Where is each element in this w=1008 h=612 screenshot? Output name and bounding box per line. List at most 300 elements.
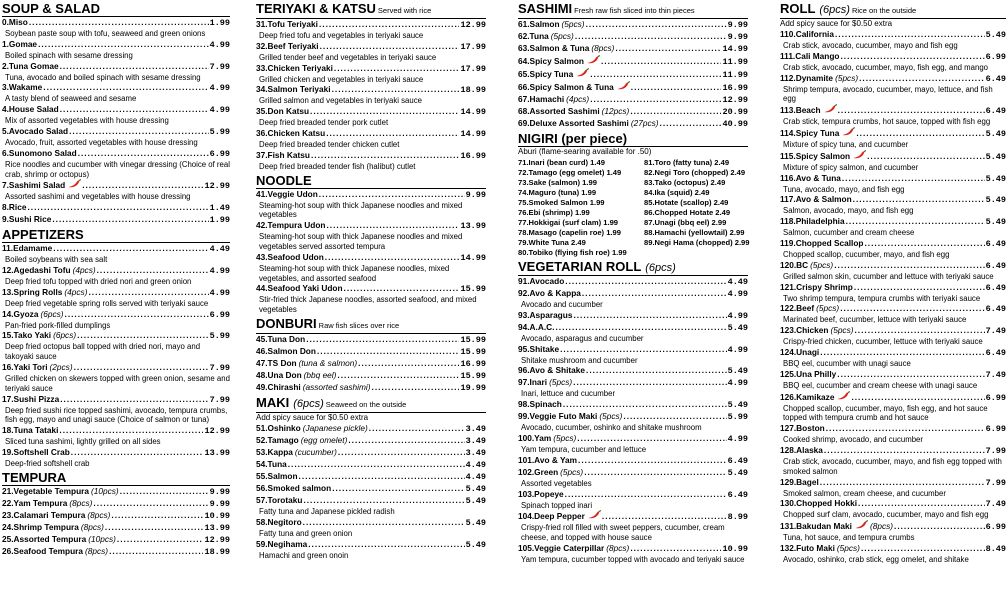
menu-item-row xyxy=(256,447,486,459)
item-number: 51. xyxy=(256,422,268,433)
menu-item-row xyxy=(2,265,230,277)
item-number: 69. xyxy=(518,118,530,128)
menu-item xyxy=(780,303,1006,325)
menu-item-row xyxy=(2,104,230,116)
item-description: Crispy-fried chicken, cucumber, lettuce with teriyaki sauce xyxy=(783,337,983,347)
section-title xyxy=(2,2,230,17)
menu-item xyxy=(518,455,748,467)
menu-item-row xyxy=(780,498,1006,510)
section-title-note: (6pcs) xyxy=(293,397,324,410)
item-price: 4.99 xyxy=(727,378,748,389)
menu-item xyxy=(256,346,486,358)
menu-item-row xyxy=(780,150,1006,163)
section-subtitle: Fresh raw fish sliced into thin pieces xyxy=(574,6,695,15)
menu-item-row xyxy=(780,477,1006,489)
item-portion: (5pcs) xyxy=(599,411,623,422)
dot-leader xyxy=(573,310,726,321)
menu-item xyxy=(518,94,748,106)
item-description: Smoked salmon, cream cheese, and cucumber xyxy=(783,488,946,498)
item-number: 18. xyxy=(2,425,14,436)
item-price: 4.99 xyxy=(209,39,230,50)
section-title-text: SOUP & SALAD xyxy=(2,1,100,16)
dot-leader xyxy=(97,265,209,276)
menu-item-row xyxy=(256,495,486,507)
menu-item-row xyxy=(256,252,486,264)
item-price: 15.99 xyxy=(460,334,486,345)
dot-leader xyxy=(317,346,460,357)
dot-leader xyxy=(105,522,204,533)
menu-item-row xyxy=(2,61,230,73)
item-number: 129. xyxy=(780,476,797,487)
menu-item-row xyxy=(780,51,1006,63)
item-description: Grilled salmon skin, cucumber and lettuce with teriyaki sauce xyxy=(783,271,994,281)
item-number: 116. xyxy=(780,172,796,183)
nigiri-item: 81.Toro (fatty tuna) 2.49 xyxy=(644,158,730,167)
item-price: 12.99 xyxy=(204,181,230,192)
item-portion: (10pcs) xyxy=(91,485,119,496)
item-description: Tuna, avocado, mayo, and fish egg xyxy=(783,184,905,194)
item-name: Inari xyxy=(529,377,548,388)
menu-item-row xyxy=(780,347,1006,359)
item-name: Tuna xyxy=(267,458,287,469)
item-portion: (5pcs) xyxy=(836,542,860,553)
item-description: Deep fried sushi rice topped sashimi, avocado, tempura crumbs, fish egg, mayo and unagi sauce (Choice of salmon or tuna) xyxy=(5,405,228,425)
item-number: 2. xyxy=(2,60,9,71)
item-portion: (5pcs) xyxy=(561,19,585,29)
item-description: Shitake mushroom and cucumber xyxy=(521,355,638,365)
menu-item xyxy=(518,543,748,565)
section-title-text: NIGIRI (per piece) xyxy=(518,131,628,146)
section-title xyxy=(780,2,1006,19)
item-number: 122. xyxy=(780,303,797,314)
nigiri-item: 77.Hokkigai (surf clam) 1.99 xyxy=(518,218,619,227)
menu-item-row xyxy=(256,220,486,232)
menu-item-row xyxy=(2,330,230,342)
section-sashimi xyxy=(518,2,748,130)
menu-item xyxy=(256,128,486,150)
item-number: 43. xyxy=(256,251,268,262)
item-name: Edamame xyxy=(13,243,53,254)
item-name: BC xyxy=(796,259,809,270)
item-price: 6.49 xyxy=(985,238,1006,249)
item-price: 6.99 xyxy=(985,51,1006,62)
item-price: 9.99 xyxy=(209,486,230,497)
menu-item xyxy=(780,260,1006,282)
item-name: Una Don xyxy=(267,369,302,380)
dot-leader xyxy=(894,521,985,532)
dot-leader xyxy=(853,194,985,205)
dot-leader xyxy=(867,151,984,162)
section-subtitle: Rice on the outside xyxy=(851,6,917,15)
item-description: Mixture of spicy tuna, and cucumber xyxy=(783,139,909,149)
dot-leader xyxy=(326,128,459,139)
item-name: Assorted Sashimi xyxy=(529,106,600,116)
dot-leader xyxy=(565,489,727,500)
item-number: 49. xyxy=(256,381,268,392)
item-number: 23. xyxy=(2,509,14,520)
item-number: 101. xyxy=(518,454,535,465)
menu-item xyxy=(2,243,230,265)
menu-item-row xyxy=(780,260,1006,272)
dot-leader xyxy=(53,243,208,254)
item-portion: (4pcs) xyxy=(566,94,590,104)
menu-item xyxy=(780,520,1006,543)
item-name: Negihama xyxy=(267,538,308,549)
chili-pepper-icon xyxy=(588,510,601,519)
item-price: 16.99 xyxy=(460,150,486,161)
menu-item xyxy=(2,148,230,180)
dot-leader xyxy=(577,433,726,444)
item-name: Unagi xyxy=(796,346,820,357)
item-number: 5. xyxy=(2,125,9,136)
item-number: 25. xyxy=(2,533,14,544)
item-price: 10.99 xyxy=(722,543,748,554)
item-name: Shitake xyxy=(529,343,560,354)
item-number: 128. xyxy=(780,444,797,455)
item-description: Assorted vegetables xyxy=(521,478,592,488)
nigiri-item: 75.Smoked Salmon 1.99 xyxy=(518,198,605,207)
item-name: Bakudan Maki xyxy=(796,521,852,532)
item-name: Beef Teriyaki xyxy=(267,40,319,51)
section-maki xyxy=(256,396,486,560)
dot-leader xyxy=(332,483,464,494)
dot-leader xyxy=(858,498,985,509)
item-price: 9.99 xyxy=(465,189,486,200)
item-description: Steaming-hot soup with thick Japanese noodles and mixed vegetables xyxy=(259,200,463,220)
menu-item xyxy=(256,41,486,63)
section-title-text: NOODLE xyxy=(256,172,312,188)
item-description: Hamachi and green onoin xyxy=(259,550,349,560)
nigiri-item: 80.Tobiko (flying fish roe) 1.99 xyxy=(518,248,627,257)
menu-item xyxy=(780,325,1006,347)
dot-leader xyxy=(117,534,204,545)
item-name: Chicken xyxy=(796,325,829,336)
item-name: Bagel xyxy=(796,476,819,487)
nigiri-item: 73.Sake (salmon) 1.99 xyxy=(518,178,597,187)
item-number: 12. xyxy=(2,264,14,275)
menu-item-row xyxy=(518,433,748,445)
menu-item-row xyxy=(256,382,486,394)
menu-item xyxy=(518,489,748,511)
item-number: 21. xyxy=(2,485,14,496)
item-number: 127. xyxy=(780,423,797,434)
dot-leader xyxy=(584,467,726,478)
item-number: 94. xyxy=(518,321,530,332)
menu-item-row xyxy=(780,423,1006,435)
menu-item-row xyxy=(518,489,748,501)
item-description: Grilled chicken and vegetables in teriyaki sauce xyxy=(259,74,424,84)
item-number: 120. xyxy=(780,259,797,270)
menu-item xyxy=(256,459,486,471)
dot-leader xyxy=(586,365,727,376)
item-number: 37. xyxy=(256,149,268,160)
chili-pepper-icon xyxy=(68,179,81,188)
dot-leader xyxy=(824,445,985,456)
item-description: Crispy-fried roll filled with sweet peppers, cucumber, cream cheese, and topped with house sauce xyxy=(521,523,725,543)
item-portion: (5pcs) xyxy=(549,377,573,388)
item-price: 20.99 xyxy=(722,107,748,117)
item-number: 13. xyxy=(2,286,14,297)
menu-item xyxy=(518,310,748,322)
menu-item xyxy=(518,31,748,43)
section-subtitle: Served with rice xyxy=(377,6,432,15)
item-name: Sushi Rice xyxy=(8,214,52,225)
chili-pepper-icon xyxy=(853,150,866,159)
item-description: Fatty tuna and Japanese pickled radish xyxy=(259,506,395,516)
item-price: 7.99 xyxy=(985,477,1006,488)
item-description: Deep fried tofu and vegetables in teriyaki sauce xyxy=(259,31,424,40)
item-description: Soybean paste soup with tofu, seaweed and green onions xyxy=(5,29,206,38)
item-name: Spicy Salmon xyxy=(795,150,851,161)
item-number: 96. xyxy=(518,365,530,376)
menu-item xyxy=(2,362,230,394)
dot-leader xyxy=(303,517,465,528)
section-donburi xyxy=(256,317,486,394)
item-description: Deep fried tofu topped with dried nori and green onion xyxy=(5,276,192,286)
nigiri-item: 88.Hamachi (yellowtail) 2.99 xyxy=(644,228,745,237)
item-portion: (8pcs) xyxy=(606,542,630,553)
item-number: 93. xyxy=(518,309,530,320)
item-number: 32. xyxy=(256,40,268,51)
section-title-note: (6pcs) xyxy=(645,262,676,274)
item-description: Deep fried breaded tender fish (halibut) cutlet xyxy=(259,161,416,171)
menu-item-row xyxy=(2,82,230,94)
item-name: Assorted Tempura xyxy=(13,533,87,544)
item-name: Salmon Don xyxy=(267,345,316,356)
item-number: 100. xyxy=(518,432,535,443)
section-nigiri xyxy=(518,132,748,258)
menu-item xyxy=(2,309,230,331)
item-number: 31. xyxy=(256,19,268,29)
menu-item-row xyxy=(780,282,1006,294)
menu-item-row xyxy=(518,94,748,106)
item-price: 6.99 xyxy=(209,148,230,159)
dot-leader xyxy=(630,106,721,117)
item-description: Mixture of spicy salmon, and cucumber xyxy=(783,162,919,172)
menu-item xyxy=(780,238,1006,260)
item-number: 117. xyxy=(780,194,796,205)
item-number: 53. xyxy=(256,446,268,457)
item-number: 123. xyxy=(780,325,797,336)
menu-item xyxy=(2,179,230,202)
dot-leader xyxy=(602,511,727,522)
menu-item xyxy=(780,498,1006,520)
item-price: 6.49 xyxy=(727,455,748,466)
item-name: Kamikaze xyxy=(796,391,835,402)
dot-leader xyxy=(630,543,721,554)
item-price: 4.99 xyxy=(727,289,748,299)
menu-item-row xyxy=(2,179,230,192)
menu-item xyxy=(518,288,748,310)
column-2 xyxy=(256,0,486,560)
menu-item xyxy=(2,498,230,510)
chili-pepper-icon xyxy=(855,520,868,529)
menu-item xyxy=(256,63,486,85)
item-description: Chopped scallop, cucumber, mayo, fish egg, and hot sauce topped with tempura crumb and hot sauce xyxy=(783,403,988,423)
item-number: 41. xyxy=(256,188,268,199)
item-price: 9.99 xyxy=(727,20,748,30)
item-description: Mix of assorted vegetables with house dressing xyxy=(5,116,169,126)
dot-leader xyxy=(575,31,727,42)
menu-item xyxy=(780,127,1006,150)
dot-leader xyxy=(578,455,727,466)
section-roll xyxy=(780,2,1006,565)
menu-item-row xyxy=(518,467,748,479)
chili-pepper-icon xyxy=(587,55,600,64)
menu-item xyxy=(780,73,1006,105)
item-name: Tamago xyxy=(267,434,299,445)
item-description: Shrimp tempura, avocado, cucumber, mayo, lettuce, and fish egg xyxy=(783,84,993,104)
item-description: Avocado, cucumber, oshinko and shitake mushroom xyxy=(521,423,702,433)
item-price: 13.99 xyxy=(204,522,230,533)
menu-item-row xyxy=(518,310,748,322)
item-name: Beef xyxy=(796,303,815,314)
dot-leader xyxy=(586,19,727,30)
item-price: 8.99 xyxy=(727,512,748,523)
item-price: 13.99 xyxy=(460,221,486,232)
menu-item-row xyxy=(2,534,230,546)
dot-leader xyxy=(573,377,726,388)
item-number: 95. xyxy=(518,343,530,354)
item-description: Spinach topped inari xyxy=(521,500,593,510)
menu-item-row xyxy=(518,106,748,118)
item-price: 7.99 xyxy=(209,61,230,72)
dot-leader xyxy=(842,173,985,184)
menu-item xyxy=(780,543,1006,565)
item-name: Seafood Yaki Udon xyxy=(267,283,343,294)
menu-item-row xyxy=(256,370,486,382)
item-price: 6.49 xyxy=(985,282,1006,293)
item-price: 4.99 xyxy=(727,433,748,444)
item-number: 61. xyxy=(518,19,530,29)
dot-leader xyxy=(303,495,464,506)
menu-item xyxy=(256,495,486,517)
menu-item xyxy=(780,29,1006,51)
item-number: 67. xyxy=(518,94,530,104)
menu-item-row xyxy=(2,522,230,534)
menu-item xyxy=(2,425,230,447)
menu-item xyxy=(780,445,1006,477)
item-number: 26. xyxy=(2,545,14,556)
menu-item-row xyxy=(518,31,748,43)
item-price: 15.99 xyxy=(460,284,486,295)
item-name: Negitoro xyxy=(267,516,302,527)
menu-item xyxy=(256,150,486,172)
item-number: 104. xyxy=(518,511,535,522)
dot-leader xyxy=(601,56,722,67)
item-price: 6.99 xyxy=(985,424,1006,435)
item-price: 5.49 xyxy=(985,173,1006,184)
item-price: 4.49 xyxy=(727,277,748,287)
item-description: Grilled chicken on skewers topped with green onion, sesame and teriyaki sauce xyxy=(5,373,230,393)
section-note: Add spicy sauce for $0.50 extra xyxy=(780,19,893,28)
item-description: Deep fried breaded tender pork cutlet xyxy=(259,118,389,128)
dot-leader xyxy=(565,276,726,287)
item-portion: (8pcs) xyxy=(869,521,894,532)
section-title-text: TEMPURA xyxy=(2,469,67,485)
item-price: 7.99 xyxy=(209,394,230,405)
menu-item xyxy=(256,283,486,315)
item-number: 58. xyxy=(256,516,268,527)
menu-item-row xyxy=(256,483,486,495)
menu-item-row xyxy=(256,19,486,31)
dot-leader xyxy=(841,51,985,62)
menu-item-row xyxy=(518,68,748,81)
menu-item-row xyxy=(2,486,230,498)
menu-item-row xyxy=(2,202,230,214)
item-price: 4.99 xyxy=(209,287,230,298)
item-price: 4.99 xyxy=(209,265,230,276)
menu-item xyxy=(2,287,230,309)
menu-item-row xyxy=(256,150,486,162)
item-portion: (6pcs) xyxy=(53,330,77,341)
item-description: Two shrimp tempura, tempura crumbs with teriyaki sauce xyxy=(783,293,981,303)
menu-item-row xyxy=(256,63,486,75)
item-price: 16.99 xyxy=(460,358,486,369)
menu-item xyxy=(256,483,486,495)
item-name: Avo & Yam xyxy=(534,454,578,465)
nigiri-item: 72.Tamago (egg omelet) 1.49 xyxy=(518,168,622,177)
menu-item-row xyxy=(256,84,486,96)
menu-item xyxy=(518,377,748,399)
dot-leader xyxy=(77,330,208,341)
dot-leader xyxy=(838,105,985,116)
menu-item xyxy=(2,510,230,522)
menu-item-row xyxy=(518,81,748,94)
item-name: Chopped Scallop xyxy=(795,237,864,248)
item-portion: (8pcs) xyxy=(69,497,93,508)
item-number: 63. xyxy=(518,43,530,53)
menu-item xyxy=(780,104,1006,127)
item-price: 1.99 xyxy=(209,18,230,28)
item-name: Avo & Shitake xyxy=(529,365,586,376)
nigiri-item: 87.Unagi (bbq eel) 2.99 xyxy=(644,218,727,227)
menu-item-row xyxy=(780,391,1006,404)
item-portion: (8pcs) xyxy=(87,509,111,520)
item-price: 5.99 xyxy=(209,331,230,342)
item-price: 12.99 xyxy=(722,95,748,105)
dot-leader xyxy=(111,510,203,521)
item-name: Calamari Tempura xyxy=(13,509,86,520)
item-portion: (8pcs) xyxy=(80,521,104,532)
menu-item-row xyxy=(780,445,1006,457)
item-portion: (12pcs) xyxy=(601,106,630,116)
menu-item-row xyxy=(518,455,748,467)
dot-leader xyxy=(358,358,459,369)
menu-item-row xyxy=(780,543,1006,555)
menu-item xyxy=(2,534,230,546)
item-name: Philadelphia xyxy=(795,216,845,227)
dot-leader xyxy=(861,543,985,554)
item-description: Deep fried vegetable spring rolls served with teriyaki sauce xyxy=(5,298,209,308)
item-number: 7. xyxy=(2,180,9,191)
item-name: Don Katsu xyxy=(267,106,310,117)
item-portion: (cucumber) xyxy=(294,446,337,457)
menu-item-row xyxy=(518,288,748,300)
item-price: 4.99 xyxy=(209,83,230,94)
item-name: Miso xyxy=(8,17,28,27)
item-name: Tofu Teriyaki xyxy=(267,19,318,29)
item-portion: (assorted sashimi) xyxy=(302,381,371,392)
item-name: Spicy Tuna xyxy=(529,69,574,79)
menu-item xyxy=(518,81,748,94)
menu-item xyxy=(2,330,230,362)
dot-leader xyxy=(308,539,464,550)
item-portion: (4pcs) xyxy=(72,264,96,275)
menu-item xyxy=(780,150,1006,173)
nigiri-item: 89.Negi Hama (chopped) 2.99 xyxy=(644,238,750,247)
item-name: Salmon Teriyaki xyxy=(267,84,331,95)
